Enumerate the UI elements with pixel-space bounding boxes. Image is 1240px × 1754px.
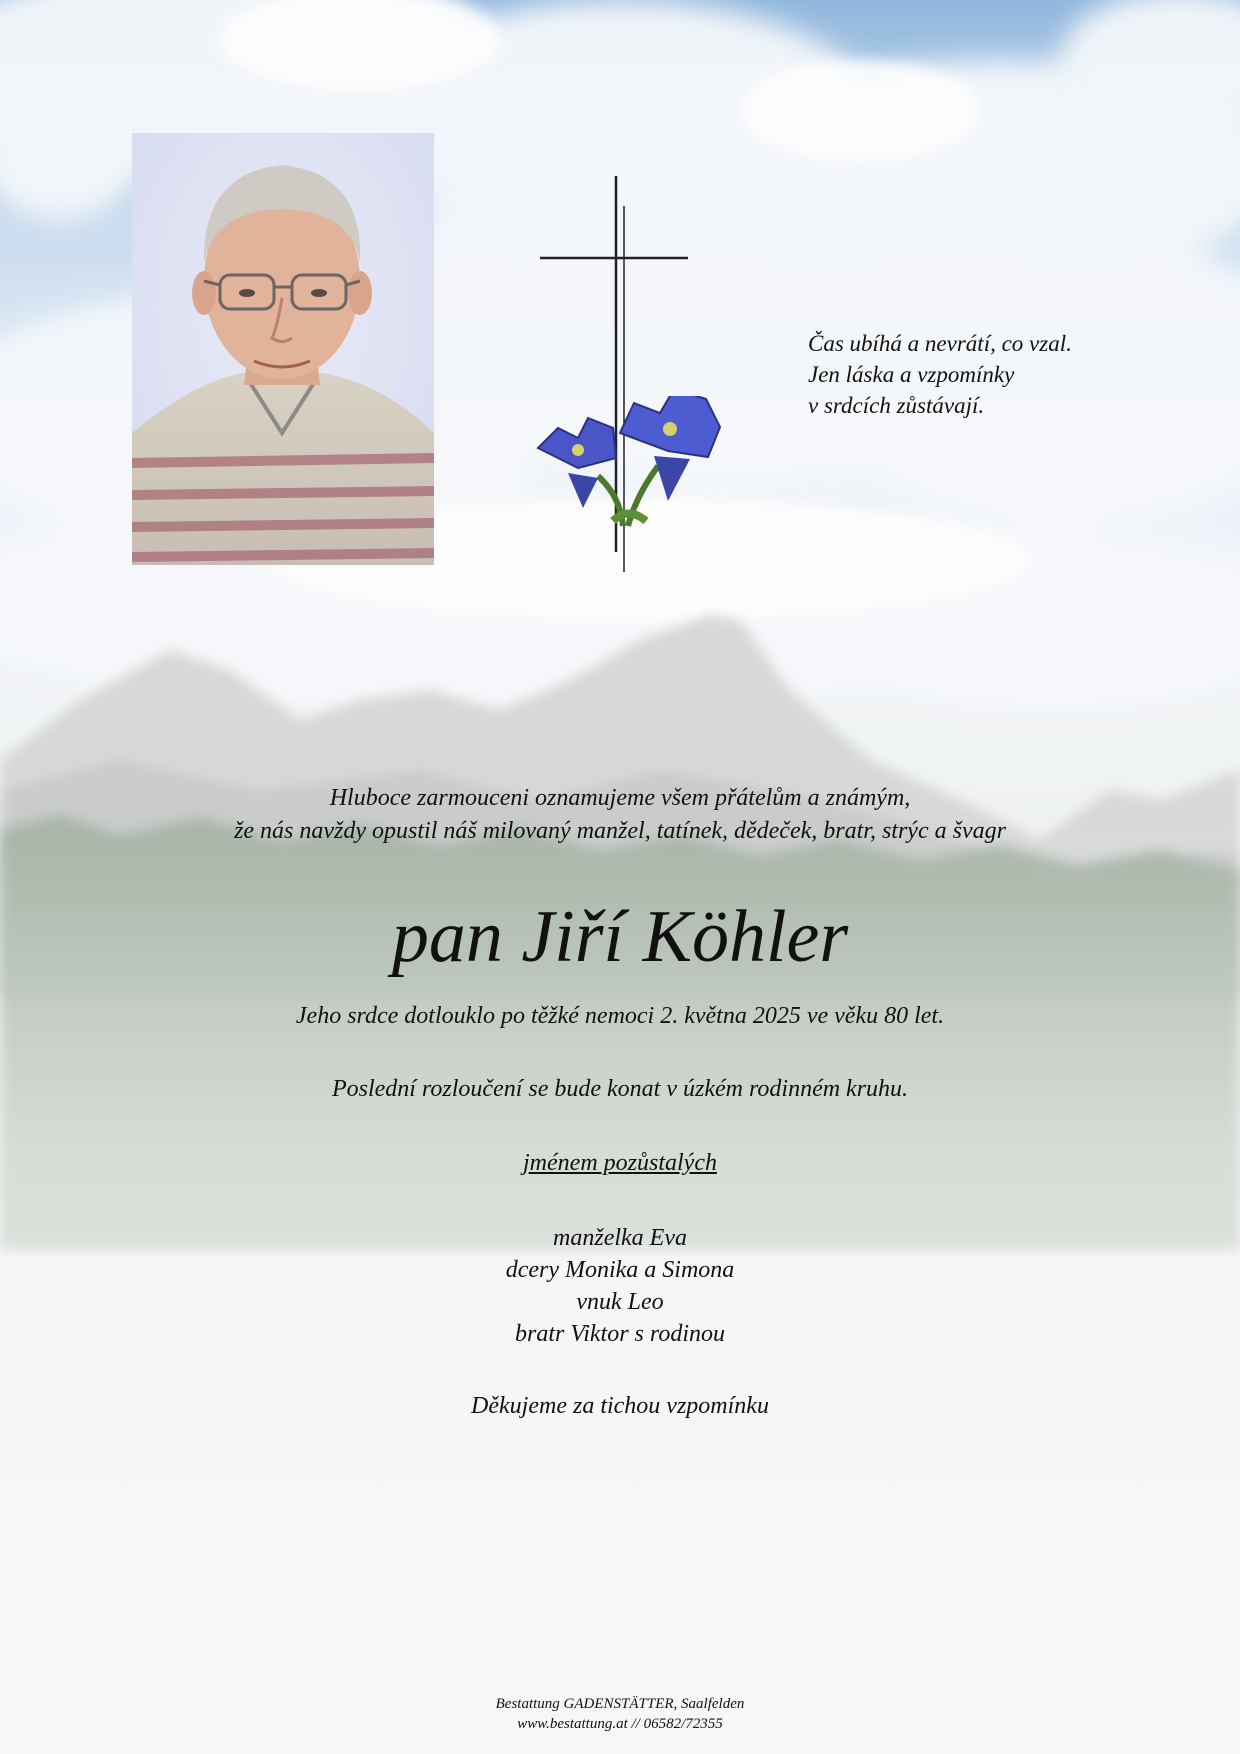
- mourner-item: vnuk Leo: [576, 1289, 664, 1315]
- mourners-list: [100, 1222, 1140, 1350]
- announcement-intro: [100, 782, 1140, 848]
- death-notice: Jeho srdce dotlouklo po těžké nemoci 2. května 2025 ve věku 80 let.: [295, 1003, 945, 1029]
- deceased-name: pan Jiří Köhler: [391, 896, 849, 978]
- motto-line: Čas ubíhá a nevrátí, co vzal.: [808, 331, 1072, 356]
- portrait-photo: [132, 133, 434, 565]
- mourner-item: manželka Eva: [553, 1225, 687, 1251]
- motto-line: Jen láska a vzpomínky: [808, 362, 1015, 387]
- on-behalf-label: jménem pozůstalých: [523, 1150, 717, 1176]
- on-behalf-heading: [100, 1150, 1140, 1177]
- intro-line: Hluboce zarmouceni oznamujeme všem přátelům a známým,: [329, 785, 911, 811]
- footer-contact: www.bestattung.at // 06582/72355: [517, 1716, 723, 1732]
- motto-verse: [808, 328, 1188, 421]
- gentian-flowers-icon: [528, 396, 738, 536]
- intro-line: že nás navždy opustil náš milovaný manžel, tatínek, dědeček, bratr, strýc a švagr: [234, 818, 1006, 844]
- thanks-line: Děkujeme za tichou vzpomínku: [471, 1393, 769, 1419]
- mourner-item: bratr Viktor s rodinou: [514, 1321, 725, 1347]
- farewell-notice: Poslední rozloučení se bude konat v úzkém rodinném kruhu.: [331, 1076, 909, 1102]
- motto-line: v srdcích zůstávají.: [808, 393, 985, 418]
- mourner-item: dcery Monika a Simona: [505, 1257, 735, 1283]
- footer-company: Bestattung GADENSTÄTTER, Saalfelden: [495, 1696, 745, 1712]
